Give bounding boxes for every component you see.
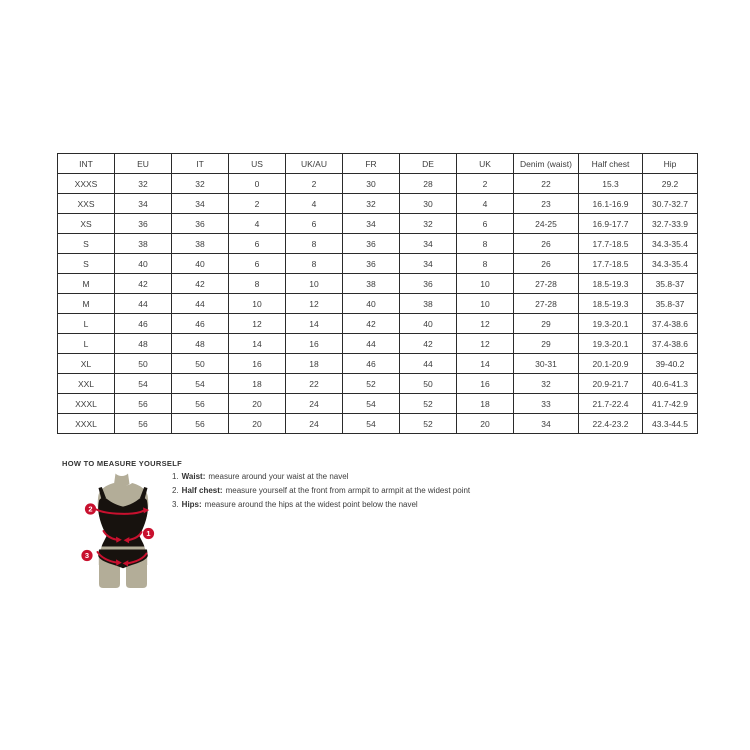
table-row bbox=[58, 234, 698, 254]
table-cell: 50 bbox=[115, 354, 172, 374]
measure-instructions bbox=[172, 470, 470, 513]
table-cell: 18 bbox=[229, 374, 286, 394]
table-cell: 2 bbox=[457, 174, 514, 194]
table-cell: 10 bbox=[286, 274, 343, 294]
table-cell: 35.8-37 bbox=[643, 274, 698, 294]
header-row bbox=[58, 154, 698, 174]
table-row bbox=[58, 274, 698, 294]
table-cell: 48 bbox=[115, 334, 172, 354]
table-cell: 44 bbox=[115, 294, 172, 314]
table-cell: S bbox=[58, 254, 115, 274]
badge-chest-number: 2 bbox=[88, 504, 93, 514]
measure-step-hips bbox=[172, 498, 470, 512]
table-cell: 50 bbox=[400, 374, 457, 394]
table-cell: XS bbox=[58, 214, 115, 234]
table-cell: 42 bbox=[115, 274, 172, 294]
table-cell: 12 bbox=[457, 314, 514, 334]
table-cell: 16 bbox=[457, 374, 514, 394]
table-cell: 22 bbox=[514, 174, 579, 194]
table-row bbox=[58, 354, 698, 374]
table-cell: XXXL bbox=[58, 394, 115, 414]
step-label: Half chest: bbox=[181, 486, 223, 496]
table-cell: 14 bbox=[457, 354, 514, 374]
table-cell: 40 bbox=[172, 254, 229, 274]
table-cell: 18 bbox=[457, 394, 514, 414]
table-cell: 6 bbox=[229, 234, 286, 254]
table-cell: 8 bbox=[457, 254, 514, 274]
badge-waist-number: 1 bbox=[146, 529, 151, 539]
table-row bbox=[58, 294, 698, 314]
table-cell: 32 bbox=[514, 374, 579, 394]
table-cell: 24-25 bbox=[514, 214, 579, 234]
badge-hips bbox=[81, 550, 92, 561]
table-cell: 32.7-33.9 bbox=[643, 214, 698, 234]
table-cell: 50 bbox=[172, 354, 229, 374]
table-cell: XXS bbox=[58, 194, 115, 214]
table-row bbox=[58, 314, 698, 334]
column-header: Half chest bbox=[579, 154, 643, 174]
table-cell: 18 bbox=[286, 354, 343, 374]
table-cell: 44 bbox=[400, 354, 457, 374]
table-cell: 38 bbox=[343, 274, 400, 294]
table-cell: 34 bbox=[115, 194, 172, 214]
table-cell: 54 bbox=[343, 414, 400, 434]
table-cell: 8 bbox=[286, 234, 343, 254]
table-cell: 52 bbox=[343, 374, 400, 394]
table-cell: 6 bbox=[286, 214, 343, 234]
table-cell: 24 bbox=[286, 394, 343, 414]
table-cell: 32 bbox=[172, 174, 229, 194]
step-text: measure yourself at the front from armpit to armpit at the widest point bbox=[225, 486, 471, 496]
table-cell: 34 bbox=[514, 414, 579, 434]
table-cell: 27-28 bbox=[514, 294, 579, 314]
measure-step-half-chest bbox=[172, 484, 470, 498]
table-cell: 30-31 bbox=[514, 354, 579, 374]
table-row bbox=[58, 414, 698, 434]
table-cell: 30.7-32.7 bbox=[643, 194, 698, 214]
table-cell: 38 bbox=[172, 234, 229, 254]
table-cell: 40 bbox=[343, 294, 400, 314]
table-cell: XXL bbox=[58, 374, 115, 394]
table-cell: 37.4-38.6 bbox=[643, 314, 698, 334]
table-cell: 34.3-35.4 bbox=[643, 234, 698, 254]
table-cell: 56 bbox=[115, 394, 172, 414]
step-number: 2. bbox=[172, 486, 179, 496]
column-header: Denim (waist) bbox=[514, 154, 579, 174]
table-cell: 20 bbox=[229, 394, 286, 414]
table-cell: XXXL bbox=[58, 414, 115, 434]
table-cell: XXXS bbox=[58, 174, 115, 194]
table-cell: 16 bbox=[229, 354, 286, 374]
table-cell: 14 bbox=[286, 314, 343, 334]
table-cell: 34 bbox=[343, 214, 400, 234]
table-cell: 33 bbox=[514, 394, 579, 414]
table-cell: 12 bbox=[286, 294, 343, 314]
table-row bbox=[58, 394, 698, 414]
table-cell: 48 bbox=[172, 334, 229, 354]
table-cell: 29 bbox=[514, 334, 579, 354]
table-cell: 10 bbox=[457, 274, 514, 294]
table-cell: 40.6-41.3 bbox=[643, 374, 698, 394]
table-cell: 46 bbox=[172, 314, 229, 334]
step-label: Waist: bbox=[181, 472, 206, 481]
column-header: EU bbox=[115, 154, 172, 174]
table-cell: 24 bbox=[286, 414, 343, 434]
table-cell: 4 bbox=[457, 194, 514, 214]
table-cell: 38 bbox=[115, 234, 172, 254]
table-cell: 54 bbox=[343, 394, 400, 414]
table-cell: S bbox=[58, 234, 115, 254]
table-cell: 54 bbox=[115, 374, 172, 394]
table-cell: 37.4-38.6 bbox=[643, 334, 698, 354]
step-text: measure around the hips at the widest point below the navel bbox=[204, 500, 418, 510]
table-cell: 36 bbox=[343, 234, 400, 254]
table-cell: 28 bbox=[400, 174, 457, 194]
table-cell: 6 bbox=[457, 214, 514, 234]
table-cell: L bbox=[58, 334, 115, 354]
column-header: UK/AU bbox=[286, 154, 343, 174]
table-cell: 52 bbox=[400, 414, 457, 434]
table-cell: 39-40.2 bbox=[643, 354, 698, 374]
table-cell: 4 bbox=[286, 194, 343, 214]
table-cell: 16.9-17.7 bbox=[579, 214, 643, 234]
table-cell: 34.3-35.4 bbox=[643, 254, 698, 274]
table-cell: 30 bbox=[343, 174, 400, 194]
table-cell: 18.5-19.3 bbox=[579, 294, 643, 314]
badge-hips-number: 3 bbox=[84, 551, 90, 561]
column-header: Hip bbox=[643, 154, 698, 174]
table-cell: 54 bbox=[172, 374, 229, 394]
column-header: UK bbox=[457, 154, 514, 174]
table-cell: 23 bbox=[514, 194, 579, 214]
table-cell: 27-28 bbox=[514, 274, 579, 294]
badge-chest bbox=[85, 503, 96, 514]
table-cell: 34 bbox=[172, 194, 229, 214]
table-cell: 36 bbox=[343, 254, 400, 274]
column-header: DE bbox=[400, 154, 457, 174]
table-cell: 26 bbox=[514, 234, 579, 254]
table-cell: 42 bbox=[172, 274, 229, 294]
table-cell: 19.3-20.1 bbox=[579, 334, 643, 354]
table-cell: 40 bbox=[400, 314, 457, 334]
column-header: US bbox=[229, 154, 286, 174]
table-cell: 36 bbox=[400, 274, 457, 294]
table-cell: 20 bbox=[457, 414, 514, 434]
table-cell: M bbox=[58, 294, 115, 314]
table-row bbox=[58, 194, 698, 214]
table-cell: 40 bbox=[115, 254, 172, 274]
step-number: 3. bbox=[172, 500, 179, 510]
table-row bbox=[58, 374, 698, 394]
table-cell: 34 bbox=[400, 254, 457, 274]
table-cell: 34 bbox=[400, 234, 457, 254]
table-cell: 36 bbox=[172, 214, 229, 234]
table-cell: 44 bbox=[343, 334, 400, 354]
step-label: Hips: bbox=[181, 500, 202, 510]
table-cell: 2 bbox=[229, 194, 286, 214]
table-cell: 35.8-37 bbox=[643, 294, 698, 314]
table-cell: 20 bbox=[229, 414, 286, 434]
table-cell: 21.7-22.4 bbox=[579, 394, 643, 414]
table-cell: 12 bbox=[457, 334, 514, 354]
table-cell: 16 bbox=[286, 334, 343, 354]
table-cell: 56 bbox=[172, 414, 229, 434]
table-cell: XL bbox=[58, 354, 115, 374]
step-text: measure around your waist at the navel bbox=[208, 472, 349, 481]
table-cell: 46 bbox=[115, 314, 172, 334]
table-cell: 43.3-44.5 bbox=[643, 414, 698, 434]
table-row bbox=[58, 214, 698, 234]
table-cell: 22.4-23.2 bbox=[579, 414, 643, 434]
table-cell: 6 bbox=[229, 254, 286, 274]
table-cell: 8 bbox=[286, 254, 343, 274]
table-cell: 15.3 bbox=[579, 174, 643, 194]
size-table-body bbox=[58, 174, 698, 434]
table-cell: 41.7-42.9 bbox=[643, 394, 698, 414]
column-header: FR bbox=[343, 154, 400, 174]
table-row bbox=[58, 334, 698, 354]
table-cell: 17.7-18.5 bbox=[579, 254, 643, 274]
table-cell: 2 bbox=[286, 174, 343, 194]
table-cell: 29 bbox=[514, 314, 579, 334]
measurement-mannequin-illustration bbox=[73, 472, 168, 590]
step-number: 1. bbox=[172, 472, 179, 481]
table-cell: M bbox=[58, 274, 115, 294]
table-cell: 8 bbox=[229, 274, 286, 294]
table-cell: 16.1-16.9 bbox=[579, 194, 643, 214]
table-cell: 32 bbox=[400, 214, 457, 234]
table-cell: 56 bbox=[115, 414, 172, 434]
how-to-measure-title: HOW TO MEASURE YOURSELF bbox=[62, 459, 182, 468]
table-cell: 0 bbox=[229, 174, 286, 194]
table-cell: 18.5-19.3 bbox=[579, 274, 643, 294]
table-cell: 26 bbox=[514, 254, 579, 274]
table-cell: L bbox=[58, 314, 115, 334]
table-row bbox=[58, 174, 698, 194]
table-cell: 44 bbox=[172, 294, 229, 314]
table-cell: 22 bbox=[286, 374, 343, 394]
table-cell: 38 bbox=[400, 294, 457, 314]
table-cell: 10 bbox=[229, 294, 286, 314]
table-cell: 8 bbox=[457, 234, 514, 254]
table-cell: 20.9-21.7 bbox=[579, 374, 643, 394]
table-cell: 29.2 bbox=[643, 174, 698, 194]
table-cell: 46 bbox=[343, 354, 400, 374]
size-table bbox=[57, 153, 698, 434]
measure-step-waist bbox=[172, 470, 470, 484]
table-cell: 10 bbox=[457, 294, 514, 314]
table-cell: 12 bbox=[229, 314, 286, 334]
table-cell: 36 bbox=[115, 214, 172, 234]
table-cell: 32 bbox=[343, 194, 400, 214]
table-cell: 14 bbox=[229, 334, 286, 354]
badge-waist bbox=[143, 528, 154, 539]
table-cell: 30 bbox=[400, 194, 457, 214]
table-cell: 32 bbox=[115, 174, 172, 194]
table-cell: 56 bbox=[172, 394, 229, 414]
column-header: IT bbox=[172, 154, 229, 174]
column-header: INT bbox=[58, 154, 115, 174]
table-row bbox=[58, 254, 698, 274]
table-cell: 42 bbox=[343, 314, 400, 334]
table-cell: 20.1-20.9 bbox=[579, 354, 643, 374]
table-cell: 52 bbox=[400, 394, 457, 414]
table-cell: 42 bbox=[400, 334, 457, 354]
table-cell: 17.7-18.5 bbox=[579, 234, 643, 254]
table-cell: 19.3-20.1 bbox=[579, 314, 643, 334]
table-cell: 4 bbox=[229, 214, 286, 234]
